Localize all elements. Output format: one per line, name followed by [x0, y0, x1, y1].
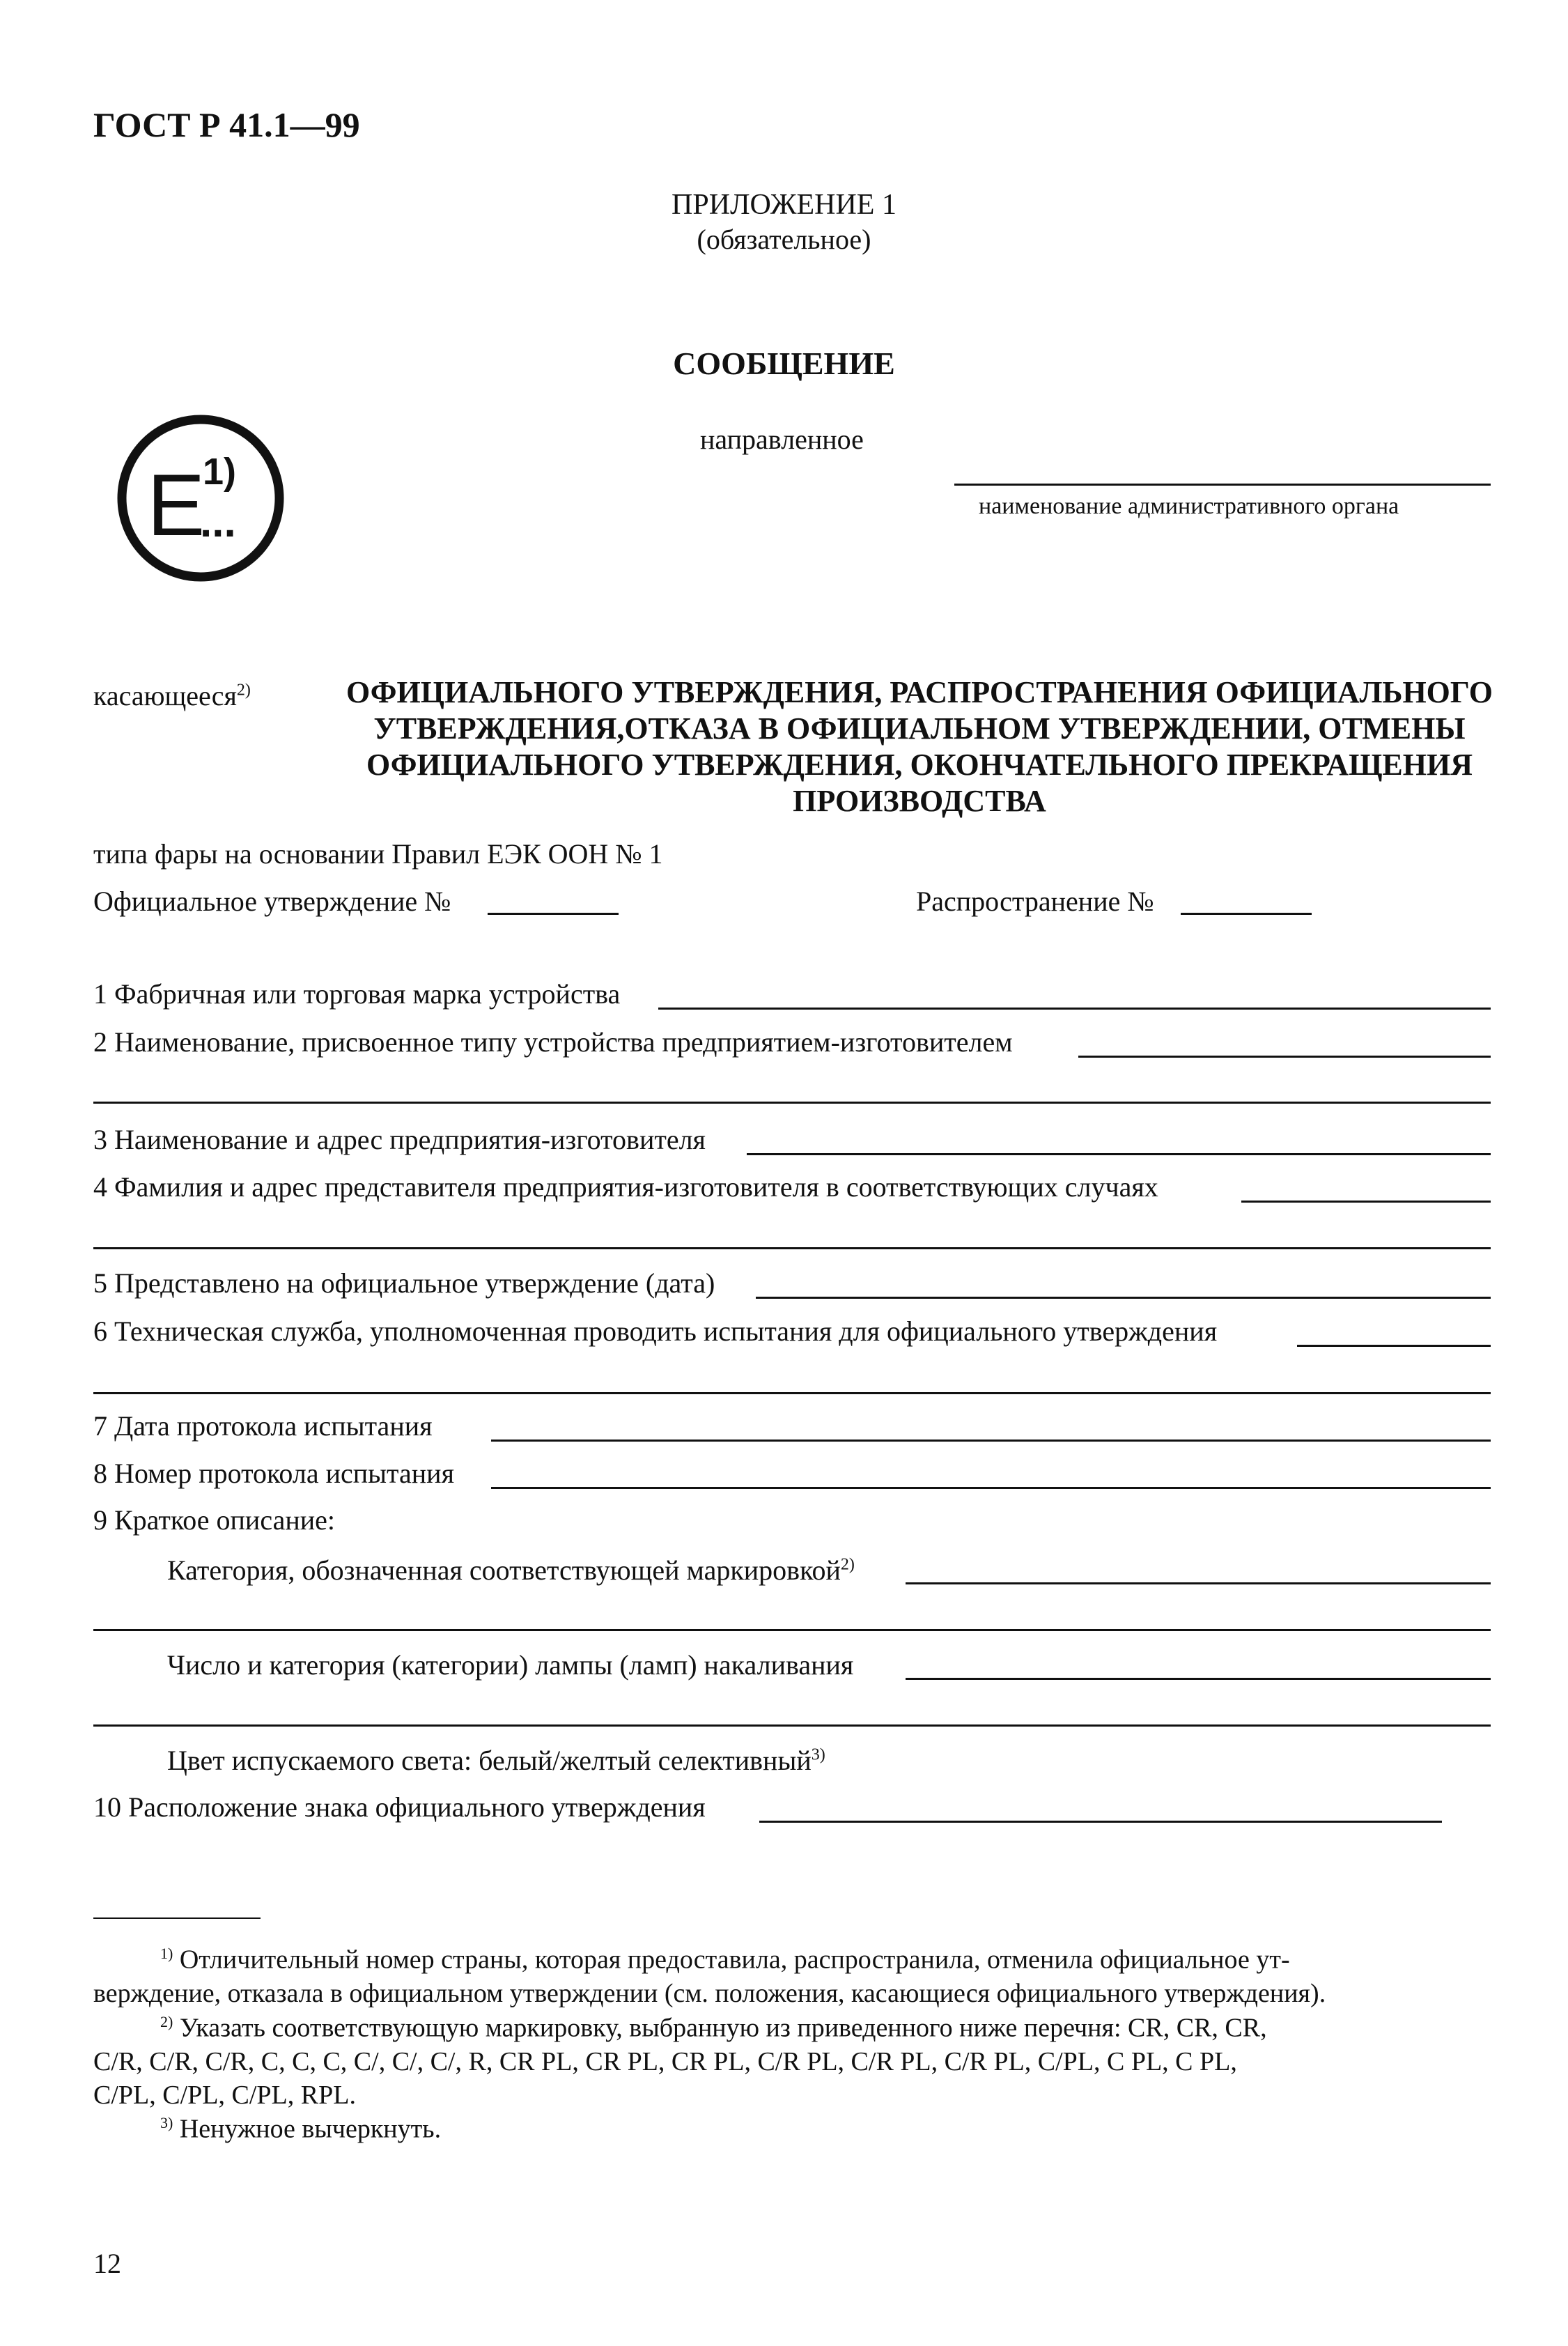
item-4-label: 4 Фамилия и адрес представителя предприятия-изготовителя в соответствующих случаях — [93, 1171, 1158, 1203]
footnote-ref: 2) — [236, 681, 251, 700]
footnote-1: $^{1)}$ Отличительный номер страны, которая предоставила, распространила, отменила официальное ут- верждение, отказала в официальном утверждении (см. положения, касающиеся официального утверждения). — [93, 1945, 1326, 2008]
item-4-field-continuation[interactable] — [93, 1247, 1491, 1249]
footnote-divider — [93, 1917, 261, 1919]
subject-line: ПРОИЗВОДСТВА — [793, 784, 1046, 818]
org-name-field[interactable] — [954, 484, 1491, 486]
item-6-label: 6 Техническая служба, уполномоченная проводить испытания для официального утверждения — [93, 1315, 1218, 1347]
item-6-field-continuation[interactable] — [93, 1392, 1491, 1394]
item-9-category-label: Категория, обозначенная соответствующей маркировкой$^{2)}$ — [167, 1554, 855, 1586]
footnote-3: $^{3)}$ Ненужное вычеркнуть. — [160, 2114, 442, 2144]
footnote-ref: 3) — [811, 1745, 825, 1764]
type-line: типа фары на основании Правил ЕЭК ООН № 1 — [93, 838, 663, 870]
item-5-field[interactable] — [756, 1297, 1491, 1299]
item-6-field[interactable] — [1297, 1345, 1491, 1347]
concerning-label: касающееся$^{2)}$ — [93, 680, 251, 711]
item-4-field[interactable] — [1241, 1201, 1491, 1203]
item-9-lamps-field[interactable] — [906, 1678, 1491, 1680]
annex-subtitle: (обязательное) — [697, 224, 871, 255]
item-9-category-field[interactable] — [906, 1582, 1491, 1584]
approval-mark-letter: E — [147, 457, 205, 554]
item-3-field[interactable] — [747, 1153, 1491, 1155]
approval-mark-dots: ... — [200, 498, 236, 546]
extension-number-label: Распространение № — [916, 886, 1154, 917]
item-10-field[interactable] — [759, 1821, 1442, 1823]
item-9-lamps-field-continuation[interactable] — [93, 1724, 1491, 1727]
subject-line: ОФИЦИАЛЬНОГО УТВЕРЖДЕНИЯ, ОКОНЧАТЕЛЬНОГО ПРЕКРАЩЕНИЯ — [366, 748, 1473, 782]
page-number: 12 — [93, 2248, 121, 2279]
item-8-label: 8 Номер протокола испытания — [93, 1458, 454, 1489]
approval-mark-icon — [114, 411, 288, 585]
approval-number-field[interactable] — [488, 913, 619, 915]
item-9-color-label: Цвет испускаемого света: белый/желтый селективный$^{3)}$ — [167, 1745, 825, 1776]
item-7-label: 7 Дата протокола испытания — [93, 1410, 433, 1442]
item-5-label: 5 Представлено на официальное утверждение (дата) — [93, 1267, 715, 1299]
item-2-field[interactable] — [1078, 1056, 1491, 1058]
document-header: ГОСТ Р 41.1—99 — [93, 105, 360, 144]
item-7-field[interactable] — [491, 1440, 1491, 1442]
item-1-field[interactable] — [658, 1008, 1491, 1010]
item-9-category-field-continuation[interactable] — [93, 1629, 1491, 1631]
item-8-field[interactable] — [491, 1487, 1491, 1489]
message-title: СООБЩЕНИЕ — [673, 346, 895, 381]
item-1-label: 1 Фабричная или торговая марка устройства — [93, 978, 621, 1010]
item-2-label: 2 Наименование, присвоенное типу устройства предприятием-изготовителем — [93, 1026, 1013, 1058]
item-10-label: 10 Расположение знака официального утверждения — [93, 1791, 706, 1823]
item-9-label: 9 Краткое описание: — [93, 1504, 336, 1536]
subject-line: ОФИЦИАЛЬНОГО УТВЕРЖДЕНИЯ, РАСПРОСТРАНЕНИЯ ОФИЦИАЛЬНОГО — [346, 675, 1493, 709]
subject-line: УТВЕРЖДЕНИЯ,ОТКАЗА В ОФИЦИАЛЬНОМ УТВЕРЖДЕНИИ, ОТМЕНЫ — [373, 711, 1466, 746]
extension-number-field[interactable] — [1181, 913, 1312, 915]
sent-to-label: направленное — [700, 424, 864, 455]
item-9-lamps-label: Число и категория (категории) лампы (ламп) накаливания — [167, 1649, 854, 1681]
item-3-label: 3 Наименование и адрес предприятия-изготовителя — [93, 1124, 706, 1155]
subject-block — [293, 674, 1546, 819]
footnote-2: $^{2)}$ Указать соответствующую маркировку, выбранную из приведенного ниже перечня: CR, CR, CR, C/R, C/R, C/R, C, C, C, C/, C/, C/, R, CR PL, CR PL, CR PL, C/R PL, C/R PL, C/R PL, C/PL, C PL, C PL, C/PL, C/PL, C/PL, RPL. — [93, 2013, 1267, 2110]
footnote-ref: 2) — [840, 1555, 855, 1574]
item-2-field-continuation[interactable] — [93, 1102, 1491, 1104]
annex-title: ПРИЛОЖЕНИЕ 1 — [672, 189, 896, 221]
org-name-caption: наименование административного органа — [979, 493, 1399, 519]
approval-number-label: Официальное утверждение № — [93, 886, 451, 917]
approval-mark-superscript: 1) — [203, 451, 237, 493]
